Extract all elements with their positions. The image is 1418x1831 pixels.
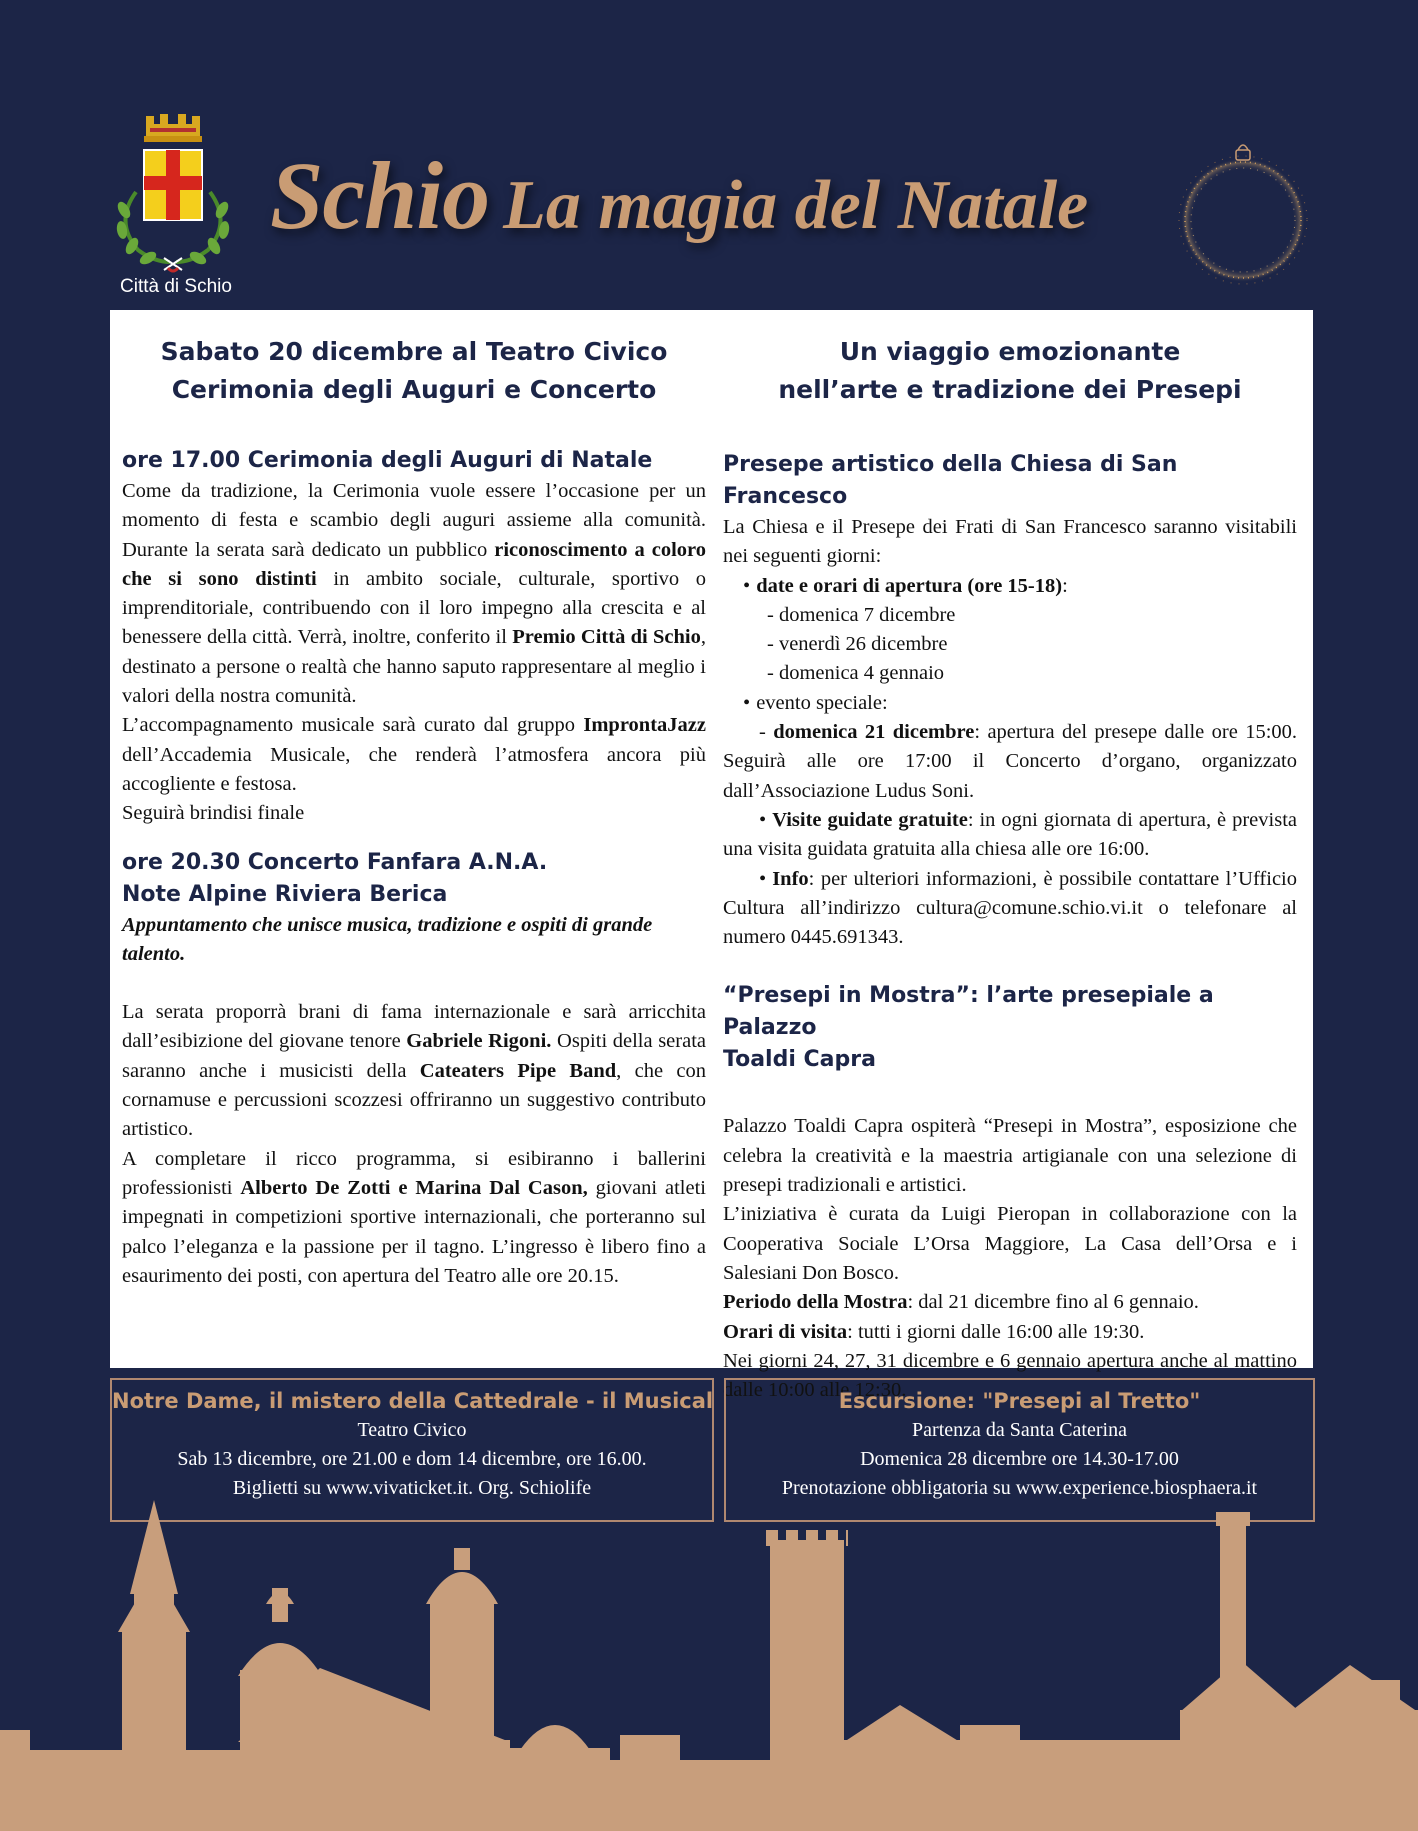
date-item: - venerdì 26 dicembre	[767, 633, 948, 656]
opening-dates-label: • date e orari di apertura (ore 15-18):	[723, 572, 1297, 601]
concert-subtitle: Appuntamento che unisce musica, tradizione e ospiti di grande talento.	[122, 913, 653, 965]
crest-icon	[108, 112, 238, 302]
toast-note: Seguirà brindisi finale	[122, 802, 305, 825]
exhibition-hours: Orari di visita: tutti i giorni dalle 16:00 alle 19:30.	[723, 1320, 1145, 1343]
page-title	[270, 140, 1150, 270]
left-column	[122, 310, 706, 1291]
title-rest: La magia del Natale	[503, 167, 1089, 244]
exhibition-extra-hours: Nei giorni 24, 27, 31 dicembre e 6 gennaio apertura anche al mattino dalle 10:00 alle 12:30.	[723, 1349, 1297, 1402]
date-item: - domenica 4 gennaio	[767, 662, 945, 685]
san-francesco-heading: Presepe artistico della Chiesa di San Francesco	[723, 452, 1178, 509]
date-item: - domenica 7 dicembre	[767, 603, 956, 626]
musical-dates: Sab 13 dicembre, ore 21.00 e dom 14 dicembre, ore 16.00.	[177, 1448, 647, 1470]
left-column-title: Sabato 20 dicembre al Teatro Civico Cerimonia degli Auguri e Concerto	[160, 337, 668, 404]
special-event-text: - domenica 21 dicembre: apertura del presepe dalle ore 15:00. Seguirà alle ore 17:00 il Concerto d’organo, organizzato dall’Associazione Ludus Soni.	[723, 721, 1298, 802]
special-event-label: • evento speciale:	[723, 689, 1297, 718]
city-label: Città di Schio	[120, 276, 232, 297]
city-skyline-illustration	[0, 1500, 1418, 1831]
musical-title: Notre Dame, il mistero della Cattedrale - il Musical	[112, 1389, 714, 1413]
musical-tickets: Biglietti su www.vivaticket.it. Org. Schiolife	[232, 1477, 592, 1499]
concert-paragraph: La serata proporrà brani di fama internazionale e sarà arricchita dall’esibizione del giovane tenore Gabriele Rigoni. Ospiti della serata saranno anche i musicisti della Cateaters Pipe Band, che con cornamuse e percussioni scozzesi offriranno un suggestivo contributo artistico.	[122, 1001, 706, 1141]
excursion-title: Escursione: "Presepi al Tretto"	[838, 1389, 1201, 1413]
ceremony-paragraph: Come da tradizione, la Cerimonia vuole essere l’occasione per un momento di festa e scambio degli auguri assieme alla comunità. Durante la serata sarà dedicato un pubblico riconoscimento a coloro che si sono distinti in ambito sociale, culturale, sportivo o imprenditoriale, contribuendo con il loro impegno alla crescita e al benessere della città. Verrà, inoltre, conferito il Premio Città di Schio, destinato a persone o realtà che hanno saputo rappresentare al meglio i valori della nostra comunità.	[122, 480, 707, 708]
info-text: • Info: per ulteriori informazioni, è possibile contattare l’Ufficio Cultura all’indirizzo cultura@comune.schio.vi.it o telefonare al numero 0445.691343.	[723, 867, 1297, 949]
dancers-paragraph: A completare il ricco programma, si esibiranno i ballerini professionisti Alberto De Zotti e Marina Dal Cason, giovani atleti impegnati in competizioni sportive internazionali, che porteranno sul palco l’eleganza e la passione per il tagno. L’ingresso è libero fino a esaurimento dei posti, con apertura del Teatro alle ore 20.15.	[122, 1147, 706, 1287]
san-francesco-intro: La Chiesa e il Presepe dei Frati di San Francesco saranno visitabili nei seguenti giorni:	[723, 516, 1297, 568]
music-paragraph: L’accompagnamento musicale sarà curato dal gruppo ImprontaJazz dell’Accademia Musicale, che renderà l’atmosfera ancora più accogliente e festosa.	[122, 714, 706, 795]
excursion-booking: Prenotazione obbligatoria su www.experience.biosphaera.it	[781, 1477, 1258, 1499]
guided-visits-text: • Visite guidate gratuite: in ogni giornata di apertura, è prevista una visita guidata gratuita alla chiesa alle ore 16:00.	[723, 808, 1297, 861]
excursion-date: Domenica 28 dicembre ore 14.30-17.00	[860, 1448, 1179, 1470]
title-main: Schio	[270, 142, 490, 249]
exhibition-heading: “Presepi in Mostra”: l’arte presepiale a Palazzo Toaldi Capra	[723, 983, 1214, 1073]
right-column	[723, 310, 1297, 1405]
exhibition-period: Periodo della Mostra: dal 21 dicembre fino al 6 gennaio.	[723, 1291, 1199, 1314]
right-column-title: Un viaggio emozionante nell’arte e tradizione dei Presepi	[778, 337, 1242, 404]
curator-paragraph: L’iniziativa è curata da Luigi Pieropan in collaborazione con la Cooperativa Sociale L’Orsa Maggiore, La Casa dell’Orsa e i Salesiani Don Bosco.	[723, 1203, 1297, 1284]
exhibition-paragraph: Palazzo Toaldi Capra ospiterà “Presepi in Mostra”, esposizione che celebra la creatività e la maestria artigianale con una selezione di presepi tradizionali e artistici.	[723, 1115, 1297, 1197]
concert-heading: ore 20.30 Concerto Fanfara A.N.A. Note Alpine Riviera Berica	[122, 849, 548, 907]
ceremony-heading: ore 17.00 Cerimonia degli Auguri di Natale	[122, 448, 653, 473]
excursion-departure: Partenza da Santa Caterina	[912, 1419, 1127, 1441]
christmas-bauble-icon	[1168, 140, 1318, 290]
musical-venue: Teatro Civico	[357, 1419, 467, 1441]
